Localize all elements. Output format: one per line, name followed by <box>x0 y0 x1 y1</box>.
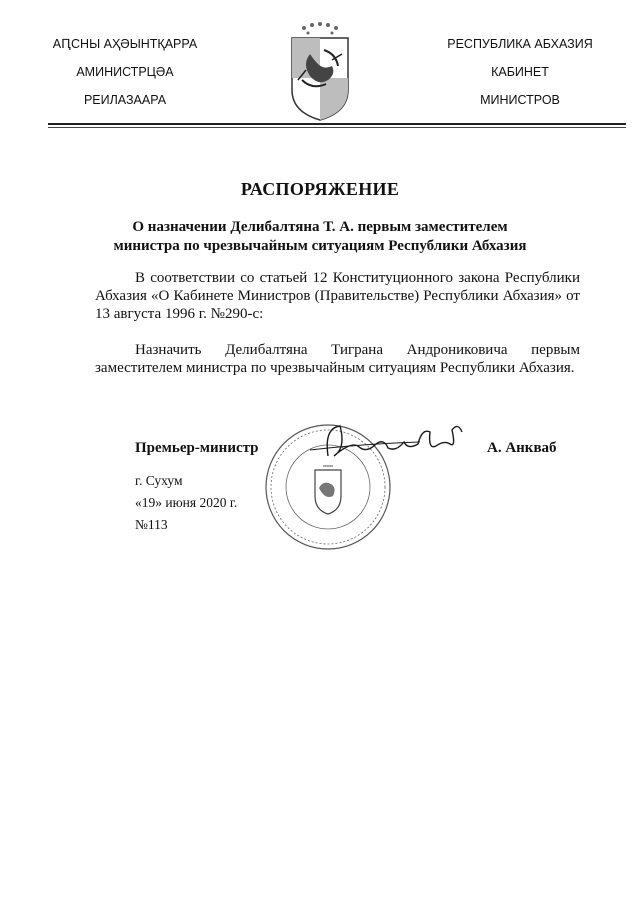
emblem-icon <box>288 20 352 122</box>
document-number: №113 <box>135 517 168 532</box>
signatory-position: Премьер-министр <box>135 440 259 456</box>
signatory-name: А. Анкваб <box>487 440 557 456</box>
paragraph-2-text: Назначить Делибалтяна Тиграна Андрониковича первым заместителем министра по чрезвычайным ситуациям Республики Абхазия. <box>95 342 580 376</box>
header-right-line-1: РЕСПУБЛИКА АБХАЗИЯ <box>447 37 593 51</box>
header-left-line-3: РЕИЛАЗААРА <box>83 93 167 107</box>
header-left-line-2: АМИНИСТРЦӘА <box>76 65 174 79</box>
document-date: «19» июня 2020 г. <box>135 495 238 510</box>
paragraph-appointment <box>95 341 580 377</box>
signature-icon <box>300 418 470 468</box>
document-title: РАСПОРЯЖЕНИЕ <box>240 179 400 199</box>
header-divider-thick <box>48 123 626 125</box>
header-divider-thin <box>48 127 626 128</box>
header-right-line-3: МИНИСТРОВ <box>480 93 560 107</box>
paragraph-legal-basis <box>95 269 580 323</box>
subtitle-line-2: министра по чрезвычайным ситуациям Республики Абхазия <box>113 238 527 254</box>
subtitle-line-1: О назначении Делибалтяна Т. А. первым заместителем <box>132 219 508 235</box>
document-subtitle <box>60 218 580 256</box>
header-right <box>420 30 620 114</box>
header-left-line-1: АԤСНЫ АҲӘЫНТҚАРРА <box>52 37 198 51</box>
header-left <box>30 30 220 114</box>
document-city: г. Сухум <box>135 473 183 488</box>
paragraph-1-text: В соответствии со статьей 12 Конституционного закона Республики Абхазия «О Кабинете Министров (Правительстве) Республики Абхазия» от 13 августа 1996 г. №290-с: <box>95 270 580 322</box>
header-right-line-2: КАБИНЕТ <box>491 65 549 79</box>
